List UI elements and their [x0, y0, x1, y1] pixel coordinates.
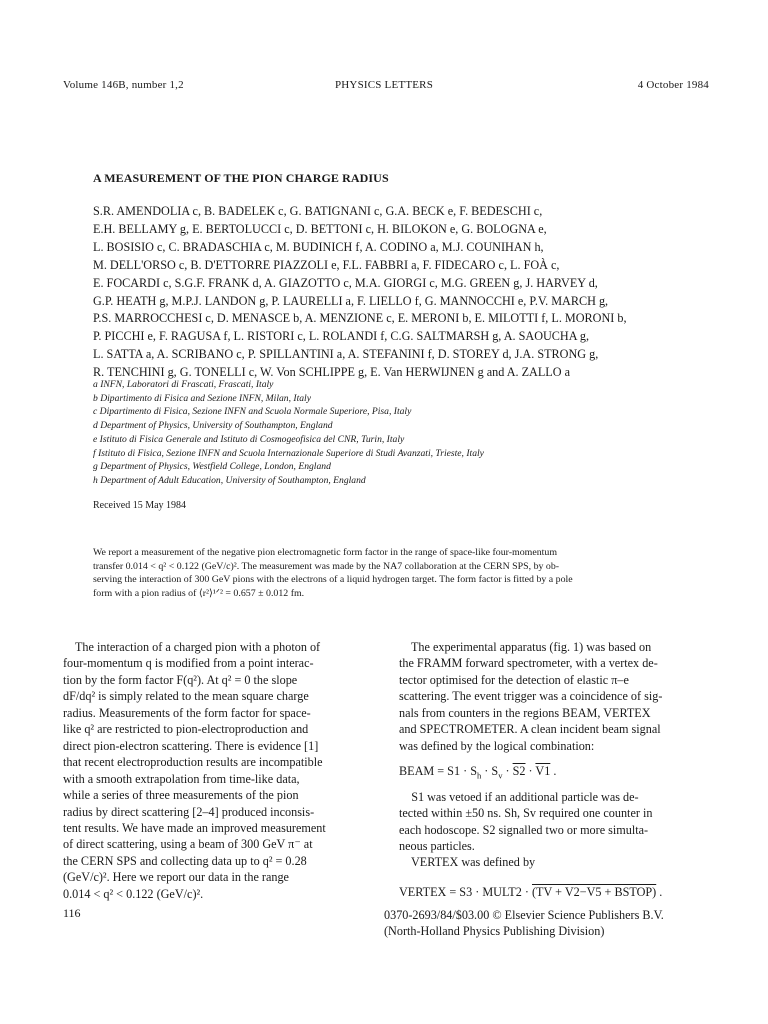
- header-volume: Volume 146B, number 1,2: [63, 79, 184, 91]
- page-number: 116: [63, 906, 81, 920]
- beam-eq-lhs: BEAM = S1 · S: [399, 764, 477, 779]
- publisher-line: (North-Holland Physics Publishing Division): [384, 924, 605, 938]
- author-line: P.S. MARROCCHESI c, D. MENASCE b, A. MENZIONE c, E. MERONI b, E. MILOTTI f, L. MORONI b,: [93, 311, 627, 326]
- body-line: tector optimised for the detection of elastic π–e: [399, 672, 629, 687]
- body-line: while a series of three measurements of the pion: [63, 788, 299, 803]
- body-line: dF/dq² is simply related to the mean square charge: [63, 689, 309, 704]
- author-line: G.P. HEATH g, M.P.J. LANDON g, P. LAURELLI a, F. LIELLO f, G. MANNOCCHI e, P.V. MARCH g,: [93, 293, 609, 308]
- vertex-equation: [399, 884, 662, 900]
- author-line: L. BOSISIO c, C. BRADASCHIA c, M. BUDINICH f, A. CODINO a, M.J. COUNIHAN h,: [93, 239, 544, 254]
- vertex-eq-end: .: [656, 884, 663, 899]
- affiliation-item: e Istituto di Fisica Generale and Istituto di Cosmogeofisica del CNR, Turin, Italy: [93, 433, 405, 445]
- vertex-eq-lhs: VERTEX = S3 · MULT2 ·: [399, 884, 532, 899]
- author-line: L. SATTA a, A. SCRIBANO c, P. SPILLANTINI a, A. STEFANINI f, D. STOREY d, J.A. STRONG g,: [93, 347, 599, 362]
- abstract-line: serving the interaction of 300 GeV pions with the electrons of a liquid hydrogen target. The form factor is fitted by a pole: [93, 574, 573, 586]
- body-line: neous particles.: [399, 838, 475, 853]
- header-journal: PHYSICS LETTERS: [334, 79, 434, 91]
- body-line: each hodoscope. S2 signalled two or more simulta-: [399, 822, 649, 837]
- body-line: tent results. We have made an improved measurement: [63, 820, 326, 835]
- paper-title: A MEASUREMENT OF THE PION CHARGE RADIUS: [93, 171, 389, 185]
- body-line: that recent electroproduction results are incompatible: [63, 755, 323, 770]
- publisher-line: 0370-2693/84/$03.00 © Elsevier Science Publishers B.V.: [384, 908, 664, 922]
- body-line: four-momentum q is modified from a point interac-: [63, 656, 314, 671]
- beam-eq-s2: S2: [512, 764, 526, 779]
- abstract-line: form with a pion radius of ⟨r²⟩¹ᐟ² = 0.657 ± 0.012 fm.: [93, 587, 305, 599]
- beam-equation: [399, 763, 662, 779]
- affiliation-list: [93, 378, 713, 488]
- body-line: direct pion-electron scattering. There is evidence [1]: [63, 738, 319, 753]
- body-line: 0.014 < q² < 0.122 (GeV/c)².: [63, 886, 204, 901]
- body-column-right: [399, 639, 662, 900]
- affiliation-item: h Department of Adult Education, University of Southampton, England: [93, 474, 366, 486]
- author-line: E.H. BELLAMY g, E. BERTOLUCCI c, D. BETTONI c, H. BILOKON e, G. BOLOGNA e,: [93, 221, 547, 236]
- beam-eq-sub-h: h: [476, 770, 482, 781]
- publisher-info: [384, 907, 664, 939]
- received-date: Received 15 May 1984: [93, 500, 187, 511]
- affiliation-item: f Istituto di Fisica, Sezione INFN and Scuola Internazionale Superiore di Studi Avanzati, Trieste, Italy: [93, 447, 484, 459]
- abstract: [93, 546, 709, 600]
- body-line: with a smooth extrapolation from time-like data,: [63, 771, 300, 786]
- body-line: tected within ±50 ns. Sh, Sv required one counter in: [399, 806, 653, 821]
- body-line: like q² are restricted to pion-electroproduction and: [63, 722, 309, 737]
- author-line: E. FOCARDI c, S.G.F. FRANK d, A. GIAZOTTO c, M.A. GIORGI c, M.G. GREEN g, J. HARVEY d,: [93, 275, 598, 290]
- author-line: M. DELL'ORSO c, B. D'ETTORRE PIAZZOLI e, F.L. FABBRI a, F. FIDECARO c, L. FOÀ c,: [93, 257, 560, 272]
- author-line: P. PICCHI e, F. RAGUSA f, L. RISTORI c, L. ROLANDI f, C.G. SALTMARSH g, A. SAOUCHA g,: [93, 329, 590, 344]
- body-line: was defined by the logical combination:: [399, 738, 595, 753]
- body-line: scattering. The event trigger was a coincidence of sig-: [399, 689, 663, 704]
- body-line: the FRAMM forward spectrometer, with a vertex de-: [399, 656, 658, 671]
- author-line: R. TENCHINI g, G. TONELLI c, W. Von SCHLIPPE g, E. Van HERWIJNEN g and A. ZALLO a: [93, 365, 570, 380]
- beam-eq-sep2: ·: [525, 764, 536, 779]
- affiliation-item: a INFN, Laboratori di Frascati, Frascati, Italy: [93, 379, 274, 390]
- body-line: The experimental apparatus (fig. 1) was based on: [399, 640, 652, 654]
- affiliation-item: c Dipartimento di Fisica, Sezione INFN and Scuola Normale Superiore, Pisa, Italy: [93, 406, 412, 418]
- abstract-line: transfer 0.014 < q² < 0.122 (GeV/c)². The measurement was made by the NA7 collaboration at the CERN SPS, by ob-: [93, 560, 560, 572]
- beam-eq-v1: V1: [535, 764, 551, 779]
- affiliation-item: g Department of Physics, Westfield College, London, England: [93, 461, 331, 473]
- body-column-left: [63, 639, 326, 902]
- beam-eq-sub-v: v: [498, 770, 503, 781]
- body-line: radius. Measurements of the form factor for space-: [63, 705, 311, 720]
- body-line: of direct scattering, using a beam of 300 GeV π⁻ at: [63, 837, 313, 852]
- body-line: (GeV/c)². Here we report our data in the range: [63, 870, 289, 885]
- body-line: the CERN SPS and collecting data up to q² = 0.28: [63, 853, 307, 868]
- beam-eq-mid: · S: [481, 764, 499, 779]
- body-line: tion by the form factor F(q²). At q² = 0 the slope: [63, 672, 298, 687]
- affiliation-item: d Department of Physics, University of Southampton, England: [93, 420, 333, 432]
- beam-eq-sep: ·: [502, 764, 513, 779]
- abstract-line: We report a measurement of the negative pion electromagnetic form factor in the range of space-like four-momentum: [93, 547, 558, 558]
- body-line: nals from counters in the regions BEAM, VERTEX: [399, 705, 651, 720]
- vertex-eq-overlined: (TV + V2−V5 + BSTOP): [531, 884, 657, 899]
- author-list: [93, 203, 713, 382]
- body-line: The interaction of a charged pion with a photon of: [63, 640, 321, 654]
- affiliation-item: b Dipartimento di Fisica and Sezione INFN, Milan, Italy: [93, 392, 311, 404]
- beam-eq-end: .: [550, 764, 557, 779]
- body-line: radius by direct scattering [2–4] produced inconsis-: [63, 804, 315, 819]
- body-line: and SPECTROMETER. A clean incident beam signal: [399, 722, 661, 737]
- body-line: S1 was vetoed if an additional particle was de-: [399, 789, 639, 804]
- body-line: VERTEX was defined by: [399, 855, 536, 870]
- header-date: 4 October 1984: [637, 79, 709, 91]
- author-line: S.R. AMENDOLIA c, B. BADELEK c, G. BATIGNANI c, G.A. BECK e, F. BEDESCHI c,: [93, 204, 543, 218]
